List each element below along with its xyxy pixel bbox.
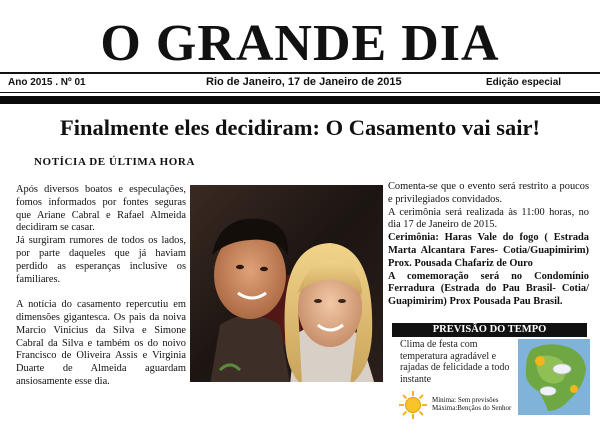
weather-min: Mínima: Sem previsões <box>432 396 499 404</box>
reception-info: A comemoração será no Condomínio Ferradura (Estrada do Pau Brasil- Cotia/ Guapimirim) Prox Pousada Pau Brasil. <box>388 270 589 308</box>
weather-map-icon <box>518 339 590 415</box>
paragraph: A cerimônia será realizada às 11:00 horas, no dia 17 de Janeiro de 2015. <box>388 206 589 231</box>
divider <box>0 92 600 93</box>
ceremony-info: Cerimônia: Haras Vale do fogo ( Estrada Marta Alcantara Fares- Cotia/Guapimirim) Prox. Pousada Chafariz de Ouro <box>388 232 589 269</box>
left-column <box>16 184 186 402</box>
couple-photo <box>190 185 383 382</box>
weather-minmax <box>432 396 511 412</box>
paragraph: Comenta-se que o evento será restrito a poucos e privilegiados convidados. <box>388 181 589 205</box>
right-column <box>388 181 589 309</box>
sun-icon <box>398 390 428 420</box>
issue-info-row <box>0 75 600 91</box>
heavy-divider <box>0 96 600 104</box>
weather-max: Máxima:Bençãos do Senhor <box>432 404 512 412</box>
paragraph: Após diversos boatos e especulações, fomos informados por fontes seguras que Ariane Cabral e Rafael Almeida decidiram se casar. <box>16 184 186 234</box>
paragraph: A notícia do casamento repercutiu em dimensões gigantesca. Os pais da noiva Marcio Vinicius da Silva e Simone Cabral da Silva e também os do noivo Francisco de Oliveira Assis e Virginia Duarte de Almeida aguardam ansiosamente esse dia. <box>16 299 186 387</box>
masthead-title: O GRANDE DIA <box>100 15 500 72</box>
divider <box>0 72 600 74</box>
couple-photo-illustration <box>190 185 383 382</box>
paragraph: Já surgiram rumores de todos os lados, por parte daqueles que já haviam perdido as esperanças inclusive os familiares. <box>16 235 186 285</box>
kicker: NOTÍCIA DE ÚLTIMA HORA <box>34 156 196 168</box>
weather-title: PREVISÃO DO TEMPO <box>392 323 587 337</box>
weather-forecast: Clima de festa com temperatura agradável e rajadas de felicidade a todo instante <box>400 339 510 385</box>
dateline: Rio de Janeiro, 17 de Janeiro de 2015 <box>206 76 402 88</box>
edition-label: Edição especial <box>486 77 562 88</box>
issue-number: Ano 2015 . Nº 01 <box>8 77 86 88</box>
headline: Finalmente eles decidiram: O Casamento vai sair! <box>60 115 540 140</box>
